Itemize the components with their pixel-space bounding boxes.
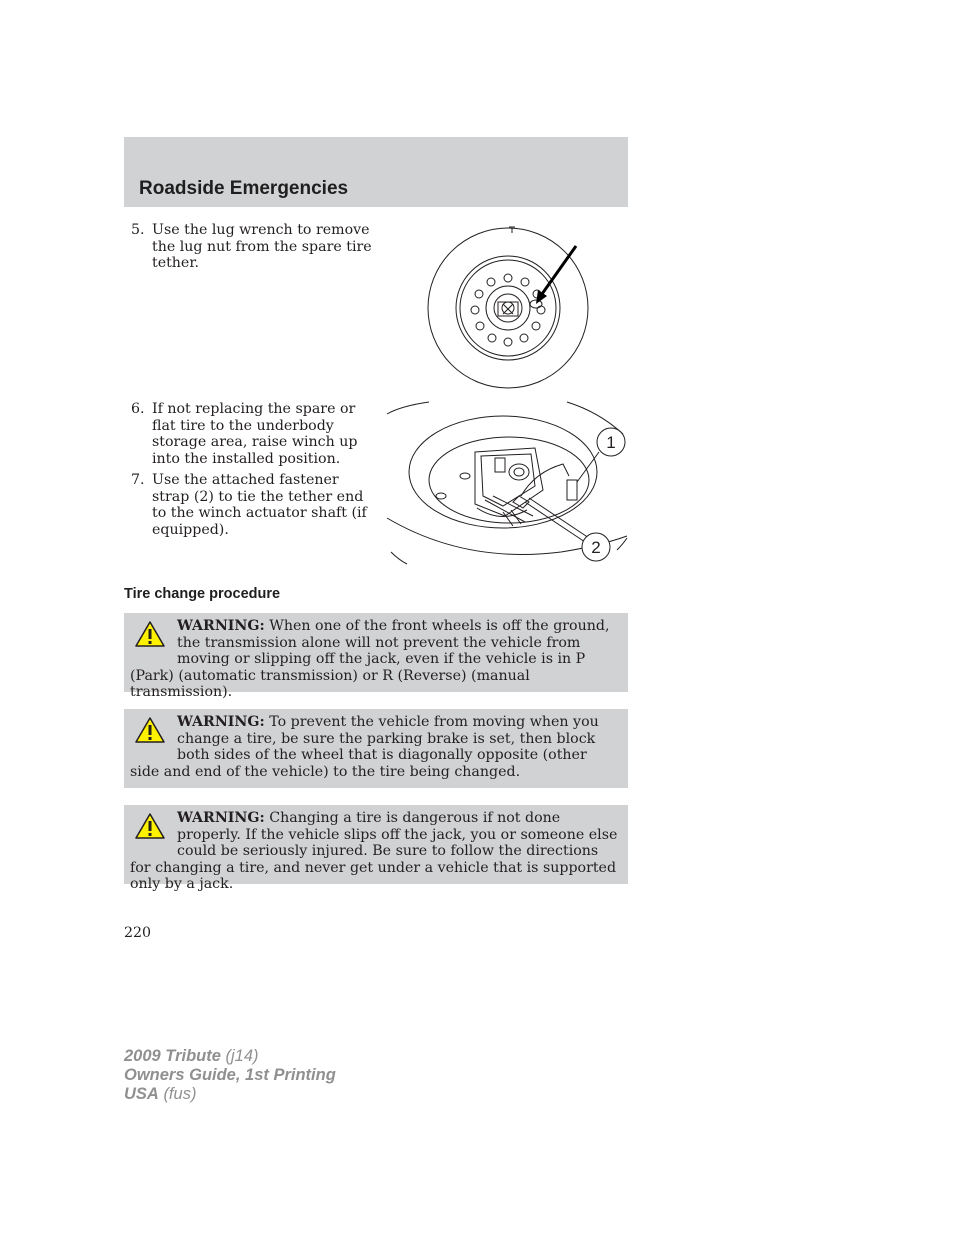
step-number: 6. [131, 401, 145, 417]
spare-tire-figure [420, 220, 600, 390]
warning-text: To prevent the vehicle from moving when you change a tire, be sure the parking brake is set, then block both sides of the wheel that is diagonally opposite (other side and end of the vehicle) to the tire being changed. [130, 714, 599, 780]
step-item [131, 401, 376, 467]
page-number: 220 [124, 925, 152, 941]
footer-model: 2009 Tribute [124, 1047, 221, 1065]
warning-label: WARNING: [177, 714, 265, 730]
warning-triangle-icon [134, 716, 166, 744]
warning-label: WARNING: [177, 618, 265, 634]
section-header-band [124, 137, 628, 207]
warning-text: Changing a tire is dangerous if not done properly. If the vehicle slips off the jack, you or someone else could be seriously injured. Be sure to follow the directions for changing a tire, and never get under a vehicle that is supported only by a jack. [130, 810, 618, 892]
warning-text: When one of the front wheels is off the ground, the transmission alone will not prevent the vehicle from moving or slipping off the jack, even if the vehicle is in P (Park) (automatic transmission) or R (Reverse) (manual transmission). [130, 618, 610, 700]
warning-box [124, 805, 628, 892]
step-text: Use the lug wrench to remove the lug nut from the spare tire tether. [152, 222, 372, 271]
step-text: If not replacing the spare or flat tire to the underbody storage area, raise winch up into the installed position. [152, 401, 358, 467]
step-text: Use the attached fastener strap (2) to tie the tether end to the winch actuator shaft (if equipped). [152, 472, 367, 538]
callout-2-label: 2 [591, 538, 601, 557]
warning-label: WARNING: [177, 810, 265, 826]
step-number: 5. [131, 222, 145, 238]
section-heading: Tire change procedure [124, 586, 281, 602]
footer-line-2: Owners Guide, 1st Printing [124, 1066, 336, 1084]
callout-1-label: 1 [606, 433, 616, 452]
footer-model-code: (j14) [225, 1047, 259, 1065]
step-item [131, 472, 376, 538]
document-footer [124, 1047, 336, 1104]
warning-triangle-icon [134, 620, 166, 648]
footer-market-code: (fus) [163, 1085, 197, 1103]
step-number: 7. [131, 472, 145, 488]
winch-strap-figure [385, 400, 628, 568]
warning-triangle-icon [134, 812, 166, 840]
footer-market: USA [124, 1085, 159, 1103]
warning-box [124, 709, 628, 788]
step-item [131, 222, 376, 272]
footer-line-3 [124, 1085, 336, 1104]
footer-line-1 [124, 1047, 336, 1066]
warning-box [124, 613, 628, 700]
section-title: Roadside Emergencies [139, 178, 349, 199]
